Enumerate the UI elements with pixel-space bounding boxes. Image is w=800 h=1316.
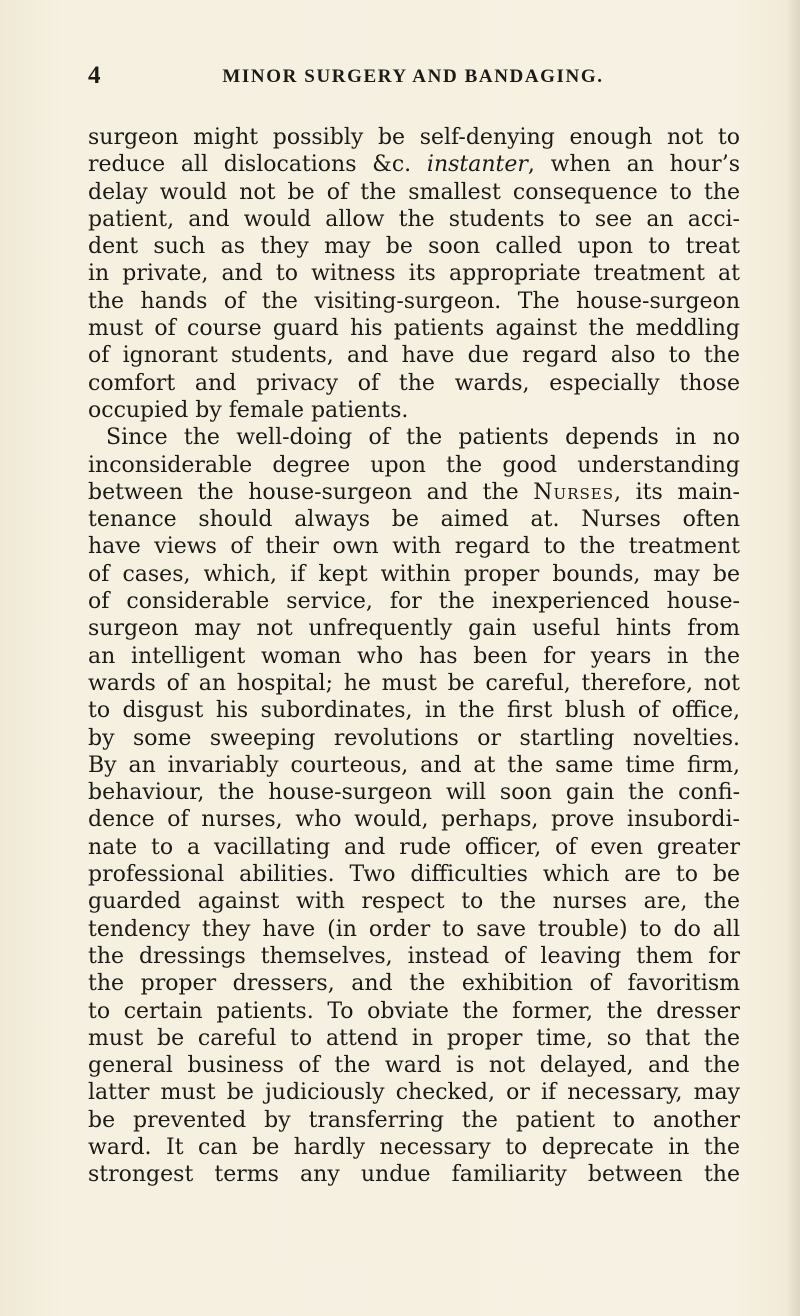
page-edge-shadow [786, 0, 800, 1316]
text-line: by some sweeping revolutions or startling novelties. [88, 725, 740, 751]
text-line: patient, and would allow the students to see an acci- [88, 206, 740, 232]
text-line: nate to a vacillating and rude officer, of even greater [88, 834, 740, 860]
text-line: wards of an hospital; he must be careful, therefore, not [88, 670, 740, 696]
text-line: of cases, which, if kept within proper bounds, may be [88, 561, 740, 587]
text-line: between the house-surgeon and the Nurses, its main- [88, 479, 740, 505]
running-head [88, 62, 738, 92]
text-line: tenance should always be aimed at. Nurses often [88, 507, 740, 533]
text-line: surgeon may not unfrequently gain useful hints from [88, 616, 740, 642]
text-line: tendency they have (in order to save trouble) to do all [88, 916, 740, 942]
text-line: must of course guard his patients against the meddling [88, 316, 740, 342]
text-line: of ignorant students, and have due regard also to the [88, 343, 740, 369]
text-line: behaviour, the house-surgeon will soon gain the confi- [88, 780, 740, 806]
text-line: to certain patients. To obviate the former, the dresser [88, 998, 740, 1024]
text-line: reduce all dislocations &c. instanter, when an hour’s [88, 152, 740, 178]
text-line: ward. It can be hardly necessary to deprecate in the [88, 1134, 740, 1160]
text-line: dence of nurses, who would, perhaps, prove insubordi- [88, 807, 740, 833]
text-line: the hands of the visiting-surgeon. The house-surgeon [88, 288, 740, 314]
text-line: comfort and privacy of the wards, especially those [88, 370, 740, 396]
text-line: latter must be judiciously checked, or if necessary, may [88, 1080, 740, 1106]
text-line: delay would not be of the smallest consequence to the [88, 179, 740, 205]
text-line: of considerable service, for the inexperienced house- [88, 589, 740, 615]
running-head-title: MINOR SURGERY AND BANDAGING. [222, 66, 604, 87]
text-line: occupied by female patients. [88, 397, 409, 423]
small-caps-word: Nurses [533, 479, 614, 505]
text-line: the proper dressers, and the exhibition of favoritism [88, 971, 740, 997]
text-line: professional abilities. Two difficulties which are to be [88, 862, 740, 888]
text-line: guarded against with respect to the nurses are, the [88, 889, 740, 915]
text-line: By an invariably courteous, and at the same time firm, [88, 752, 740, 778]
text-line: general business of the ward is not delayed, and the [88, 1053, 740, 1079]
text-line: inconsiderable degree upon the good understanding [88, 452, 740, 478]
text-line: be prevented by transferring the patient to another [88, 1107, 740, 1133]
text-line: Since the well-doing of the patients depends in no [106, 425, 740, 451]
page-number: 4 [88, 62, 101, 89]
text-line: in private, and to witness its appropriate treatment at [88, 261, 740, 287]
body-text [88, 124, 740, 1189]
text-line: dent such as they may be soon called upon to treat [88, 234, 740, 260]
text-line: must be careful to attend in proper time, so that the [88, 1025, 740, 1051]
text-line: surgeon might possibly be self-denying enough not to [88, 125, 740, 150]
text-line: strongest terms any undue familiarity between the [88, 1162, 740, 1188]
text-line: to disgust his subordinates, in the first blush of office, [88, 698, 740, 724]
text-line: have views of their own with regard to the treatment [88, 534, 740, 560]
text-line: an intelligent woman who has been for years in the [88, 643, 740, 669]
text-line: the dressings themselves, instead of leaving them for [88, 943, 740, 969]
italic-word: instanter [426, 152, 528, 178]
